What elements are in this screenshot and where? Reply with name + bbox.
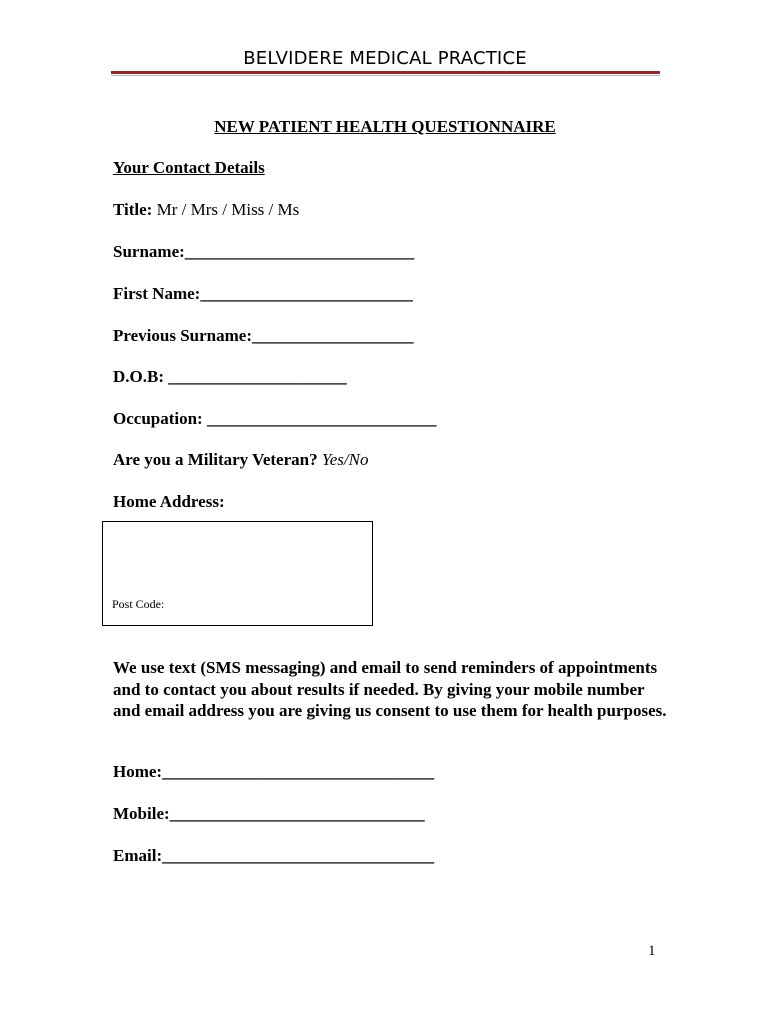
email-field: Email:________________________________ <box>113 846 435 865</box>
surname-field: Surname:___________________________ <box>113 242 415 261</box>
home-address-box <box>102 521 373 626</box>
header-rule <box>111 71 660 74</box>
previous-surname-field: Previous Surname:___________________ <box>113 326 414 345</box>
header-rule-shadow <box>111 75 660 76</box>
veteran-label: Are you a Military Veteran? <box>113 450 318 469</box>
page-number: 1 <box>648 943 656 959</box>
veteran-row <box>113 450 368 470</box>
veteran-options: Yes/No <box>321 450 369 469</box>
home-phone-field: Home:________________________________ <box>113 762 435 781</box>
title-label: Title: <box>113 200 153 219</box>
mobile-field: Mobile:______________________________ <box>113 804 425 823</box>
dob-field: D.O.B: _____________________ <box>113 367 347 386</box>
form-title: NEW PATIENT HEALTH QUESTIONNAIRE <box>214 117 556 136</box>
first-name-field: First Name:_________________________ <box>113 284 413 303</box>
home-address-label: Home Address: <box>113 492 225 511</box>
consent-paragraph: We use text (SMS messaging) and email to send reminders of appointments and to contact you about results if needed. By giving your mobile number and email address you are giving us consent to use them for health purposes. <box>113 658 667 720</box>
title-row <box>113 200 299 220</box>
title-options: Mr / Mrs / Miss / Ms <box>156 200 300 219</box>
practice-header: BELVIDERE MEDICAL PRACTICE <box>243 48 527 69</box>
occupation-field: Occupation: ___________________________ <box>113 409 437 428</box>
section-contact-heading: Your Contact Details <box>113 158 265 177</box>
post-code-label: Post Code: <box>112 597 165 611</box>
